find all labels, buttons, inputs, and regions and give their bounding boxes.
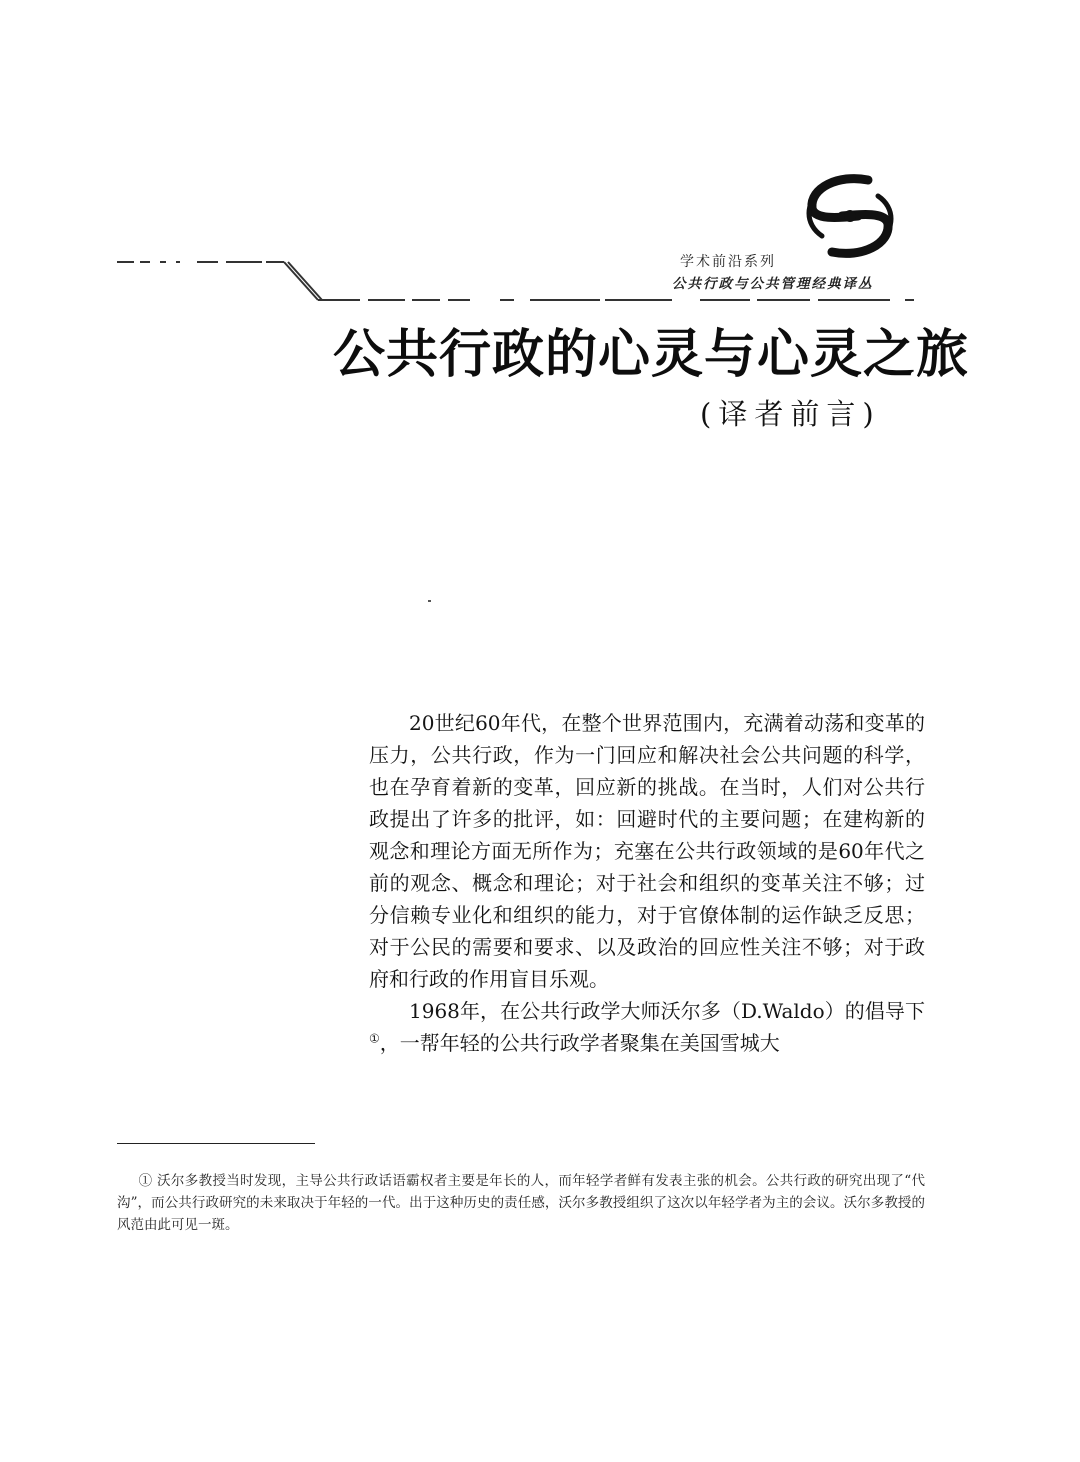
series-logo (798, 172, 902, 260)
paragraph (369, 995, 925, 1059)
body-text (369, 707, 925, 1059)
paragraph-text: ，一帮年轻的公共行政学者聚集在美国雪城大 (379, 1031, 780, 1055)
series-subname-line: 公共行政与公共管理经典译丛 (672, 276, 874, 292)
chapter-subtitle: (译者前言) (700, 397, 881, 431)
decorative-header-rules (0, 0, 1080, 320)
footnote-text: 沃尔多教授当时发现，主导公共行政话语霸权者主要是年长的人，而年轻学者鲜有发表主张的机会。公共行政的研究出现了“代沟”，而公共行政研究的未来取决于年轻的一代。出于这种历史的责任感，沃尔多教授组织了这次以年轻学者为主的会议。沃尔多教授的风范由此可见一斑。 (117, 1173, 926, 1233)
scan-speck (428, 600, 431, 602)
chapter-title: 公共行政的心灵与心灵之旅 (333, 325, 970, 385)
footnote-marker: ① (138, 1173, 153, 1189)
footnote (117, 1170, 925, 1236)
footnote-paragraph (117, 1170, 925, 1236)
series-name-line: 学术前沿系列 (680, 254, 776, 270)
paragraph: 20世纪60年代，在整个世界范围内，充满着动荡和变革的压力，公共行政，作为一门回应和解决社会公共问题的科学，也在孕育着新的变革，回应新的挑战。在当时，人们对公共行政提出了许多的批评，如：回避时代的主要问题；在建构新的观念和理论方面无所作为；充塞在公共行政领域的是60年代之前的观念、概念和理论；对于社会和组织的变革关注不够；过分信赖专业化和组织的能力，对于官僚体制的运作缺乏反思；对于公民的需要和要求、以及政治的回应性关注不够；对于政府和行政的作用盲目乐观。 (369, 711, 925, 991)
footnote-reference: ① (369, 1031, 380, 1046)
footnote-divider (117, 1143, 315, 1144)
paragraph-text: 1968年，在公共行政学大师沃尔多（D.Waldo）的倡导下 (409, 999, 925, 1023)
